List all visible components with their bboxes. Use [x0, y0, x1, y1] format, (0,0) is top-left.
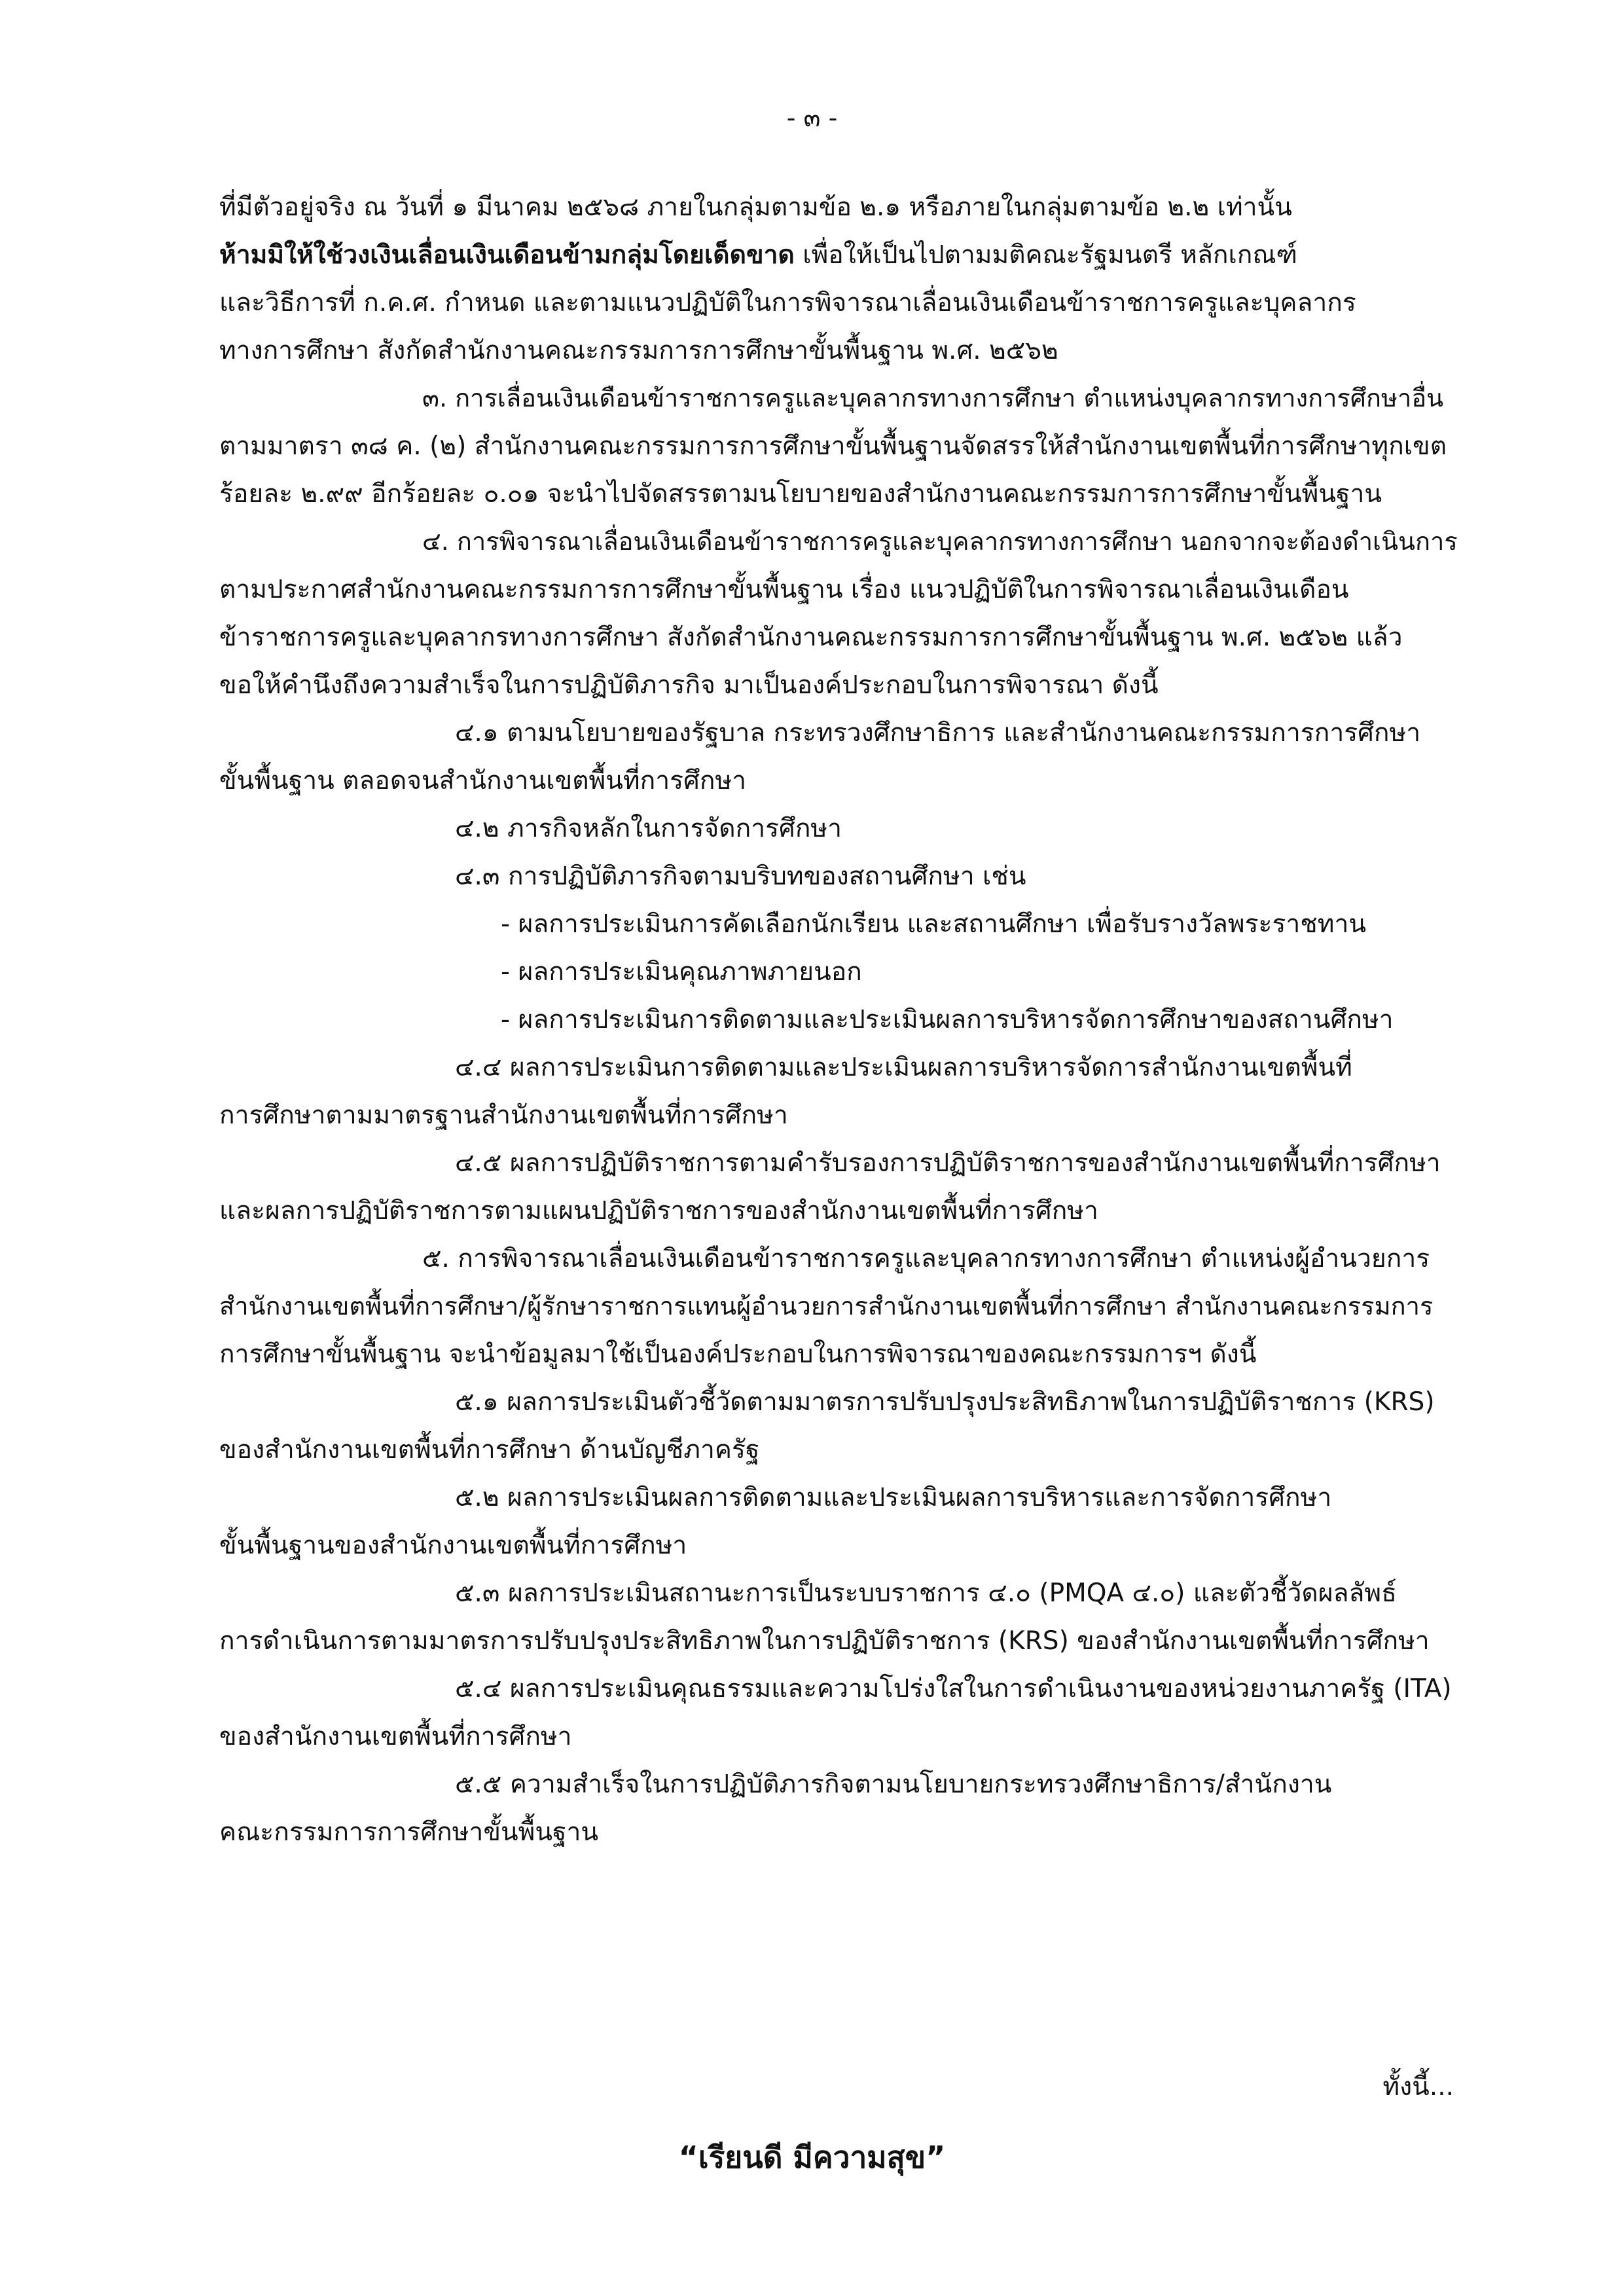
text-line: ที่มีตัวอยู่จริง ณ วันที่ ๑ มีนาคม ๒๕๖๘ ภายในกลุ่มตามข้อ ๒.๑ หรือภายในกลุ่มตามข้อ ๒.๒ เท่านั้น: [219, 192, 1292, 222]
paragraph-3-heading: ๓. การเลื่อนเงินเดือนข้าราชการครูและบุคลากรทางการศึกษา ตำแหน่งบุคลากรทางการศึกษาอื่น: [422, 384, 1444, 412]
bold-prohibition-text: ห้ามมิให้ใช้วงเงินเลื่อนเงินเดือนข้ามกลุ่มโดยเด็ดขาด: [219, 240, 795, 270]
text-line: และวิธีการที่ ก.ค.ศ. กำหนด และตามแนวปฏิบัติในการพิจารณาเลื่อนเงินเดือนข้าราชการครูและบุคลากร: [219, 288, 1356, 318]
item-5-4: ๕.๔ ผลการประเมินคุณธรรมและความโปร่งใสในการดำเนินงานของหน่วยงานภาครัฐ (ITA): [455, 1674, 1452, 1704]
item-4-4: ๔.๔ ผลการประเมินการติดตามและประเมินผลการบริหารจัดการสำนักงานเขตพื้นที่: [455, 1053, 1352, 1082]
text-line: ขอให้คำนึงถึงความสำเร็จในการปฏิบัติภารกิจ มาเป็นองค์ประกอบในการพิจารณา ดังนี้: [219, 670, 1159, 700]
paragraph-4-heading: ๔. การพิจารณาเลื่อนเงินเดือนข้าราชการครูและบุคลากรทางการศึกษา นอกจากจะต้องดำเนินการ: [422, 527, 1458, 556]
text-line: [219, 231, 1463, 279]
text-span: เพื่อให้เป็นไปตามมติคณะรัฐมนตรี หลักเกณฑ์: [794, 240, 1297, 270]
paragraph-5-heading: ๕. การพิจารณาเลื่อนเงินเดือนข้าราชการครูและบุคลากรทางการศึกษา ตำแหน่งผู้อำนวยการ: [422, 1244, 1430, 1273]
document-body: [219, 183, 1463, 1856]
motto-slogan: “เรียนดี มีความสุข”: [678, 2140, 946, 2175]
text-line: การดำเนินการตามมาตรการปรับปรุงประสิทธิภาพในการปฏิบัติราชการ (KRS) ของสำนักงานเขตพื้นที่การศึกษา: [219, 1626, 1430, 1656]
text-line: ตามมาตรา ๓๘ ค. (๒) สำนักงานคณะกรรมการการศึกษาขั้นพื้นฐานจัดสรรให้สำนักงานเขตพื้นที่การศึกษาทุกเขต: [219, 431, 1447, 461]
bullet-item: - ผลการประเมินการติดตามและประเมินผลการบริหารจัดการศึกษาของสถานศึกษา: [501, 1005, 1394, 1034]
item-5-2: ๕.๒ ผลการประเมินผลการติดตามและประเมินผลการบริหารและการจัดการศึกษา: [455, 1483, 1332, 1512]
text-line: สำนักงานเขตพื้นที่การศึกษา/ผู้รักษาราชการแทนผู้อำนวยการสำนักงานเขตพื้นที่การศึกษา สำนักงานคณะกรรมการ: [219, 1292, 1434, 1321]
text-line: การศึกษาขั้นพื้นฐาน จะนำข้อมูลมาใช้เป็นองค์ประกอบในการพิจารณาของคณะกรรมการฯ ดังนี้: [219, 1339, 1257, 1369]
continuation-word: ทั้งนี้...: [1382, 2072, 1454, 2102]
text-line: ของสำนักงานเขตพื้นที่การศึกษา ด้านบัญชีภาครัฐ: [219, 1435, 760, 1465]
bullet-item: - ผลการประเมินคุณภาพภายนอก: [501, 957, 862, 987]
text-line: ขั้นพื้นฐานของสำนักงานเขตพื้นที่การศึกษา: [219, 1531, 687, 1560]
text-line: ตามประกาศสำนักงานคณะกรรมการการศึกษาขั้นพื้นฐาน เรื่อง แนวปฏิบัติในการพิจารณาเลื่อนเงินเดือน: [219, 575, 1349, 604]
page-number: - ๓ -: [786, 103, 838, 132]
text-line: ทางการศึกษา สังกัดสำนักงานคณะกรรมการการศึกษาขั้นพื้นฐาน พ.ศ. ๒๕๖๒: [219, 336, 1058, 365]
bullet-item: - ผลการประเมินการคัดเลือกนักเรียน และสถานศึกษา เพื่อรับรางวัลพระราชทาน: [501, 909, 1367, 939]
text-line: การศึกษาตามมาตรฐานสำนักงานเขตพื้นที่การศึกษา: [219, 1101, 788, 1130]
item-4-5: ๔.๕ ผลการปฏิบัติราชการตามคำรับรองการปฏิบัติราชการของสำนักงานเขตพื้นที่การศึกษา: [455, 1148, 1441, 1178]
item-5-5: ๕.๕ ความสำเร็จในการปฏิบัติภารกิจตามนโยบายกระทรวงศึกษาธิการ/สำนักงาน: [455, 1770, 1332, 1799]
item-5-1: ๕.๑ ผลการประเมินตัวชี้วัดตามมาตรการปรับปรุงประสิทธิภาพในการปฏิบัติราชการ (KRS): [455, 1387, 1435, 1417]
text-line: และผลการปฏิบัติราชการตามแผนปฏิบัติราชการของสำนักงานเขตพื้นที่การศึกษา: [219, 1196, 1098, 1226]
text-line: ขั้นพื้นฐาน ตลอดจนสำนักงานเขตพื้นที่การศึกษา: [219, 766, 747, 795]
item-4-1: ๔.๑ ตามนโยบายของรัฐบาล กระทรวงศึกษาธิการ และสำนักงานคณะกรรมการการศึกษา: [455, 718, 1421, 748]
item-5-3: ๕.๓ ผลการประเมินสถานะการเป็นระบบราชการ ๔.๐ (PMQA ๔.๐) และตัวชี้วัดผลลัพธ์: [455, 1578, 1397, 1608]
item-4-3: ๔.๓ การปฏิบัติภารกิจตามบริบทของสถานศึกษา เช่น: [455, 862, 1026, 891]
text-line: ของสำนักงานเขตพื้นที่การศึกษา: [219, 1722, 572, 1751]
text-line: คณะกรรมการการศึกษาขั้นพื้นฐาน: [219, 1817, 599, 1847]
item-4-2: ๔.๒ ภารกิจหลักในการจัดการศึกษา: [455, 814, 842, 843]
text-line: ร้อยละ ๒.๙๙ อีกร้อยละ ๐.๐๑ จะนำไปจัดสรรตามนโยบายของสำนักงานคณะกรรมการการศึกษาขั้นพื้นฐาน: [219, 479, 1382, 509]
text-line: ข้าราชการครูและบุคลากรทางการศึกษา สังกัดสำนักงานคณะกรรมการการศึกษาขั้นพื้นฐาน พ.ศ. ๒๕๖๒ แล้ว: [219, 623, 1403, 652]
